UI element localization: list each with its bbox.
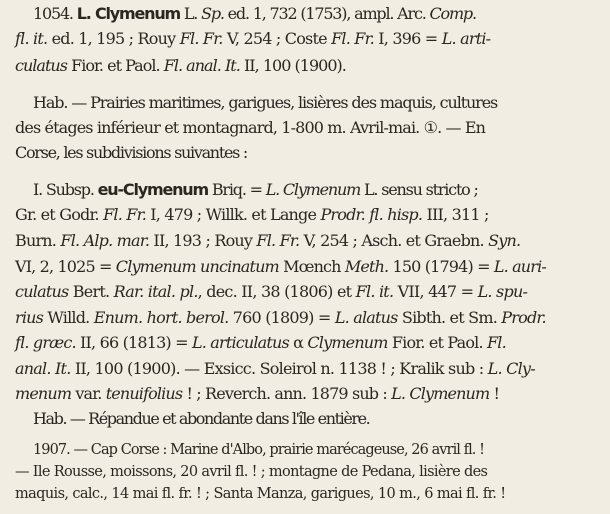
italic-run: Prodr. fl. hisp. xyxy=(320,205,423,224)
text-run: — Ile Rousse, moissons, 20 avril fl. ! ; montagne de Pedana, lisière des xyxy=(15,464,488,480)
text-run: Burn. xyxy=(15,231,61,250)
italic-run: L. arti- xyxy=(441,29,491,48)
text-run: Sibth. et Sm. xyxy=(397,308,502,327)
text-run: des étages inférieur et montagnard, 1-800 m. Avril-mai. ①. — En xyxy=(15,118,486,137)
italic-run: fl. græc. xyxy=(15,333,76,352)
text-run: maquis, calc., 14 mai fl. fr. ! ; Santa Manza, garigues, 10 m., 6 mai fl. fr. ! xyxy=(15,486,506,502)
text-run: ! ; Reverch. ann. 1879 sub : xyxy=(182,384,392,403)
italic-run: fl. it. xyxy=(15,29,48,48)
italic-run: Prodr. xyxy=(501,308,546,327)
text-run: Briq. = xyxy=(207,180,266,199)
text-run: 150 (1794) = xyxy=(388,257,494,276)
text-run: II, 66 (1813) = xyxy=(75,333,192,352)
italic-run: Meth. xyxy=(344,257,389,276)
italic-run: L. alatus xyxy=(334,308,398,327)
italic-run: Fl. Fr. xyxy=(103,205,146,224)
text-line xyxy=(33,178,610,202)
italic-run: Clymenum xyxy=(307,333,388,352)
text-run: VII, 447 = xyxy=(393,282,478,301)
text-run: III, 311 ; xyxy=(422,205,489,224)
text-line xyxy=(15,203,610,227)
text-line xyxy=(33,91,610,115)
text-run: 1907. — Cap Corse : Marine d'Albo, prairie marécageuse, 26 avril fl. ! xyxy=(33,442,485,458)
text-run: 1054. xyxy=(33,4,77,23)
italic-run: Fl. Fr. xyxy=(256,231,300,250)
text-run: var. xyxy=(71,384,106,403)
italic-run: L. articulatus xyxy=(191,333,289,352)
text-run: α xyxy=(288,333,308,352)
text-run: Fior. et Paol. xyxy=(66,56,164,75)
italic-run: Fl. Alp. mar. xyxy=(60,231,150,250)
text-line xyxy=(15,229,610,253)
text-run: Bert. xyxy=(68,282,114,301)
italic-run: menum xyxy=(15,384,72,403)
text-line xyxy=(15,331,610,355)
text-run: Willd. xyxy=(43,308,94,327)
text-run: 760 (1809) = xyxy=(228,308,335,327)
text-run: Fior. et Paol. xyxy=(387,333,487,352)
text-line xyxy=(15,27,610,51)
italic-run: L. Cly- xyxy=(487,359,535,378)
text-line xyxy=(15,306,610,330)
text-run: I. Subsp. xyxy=(33,180,98,199)
text-line xyxy=(15,484,610,505)
text-run: Hab. — Prairies maritimes, garigues, lisières des maquis, cultures xyxy=(33,93,498,112)
text-run: V, 254 ; Coste xyxy=(222,29,332,48)
italic-run: L. Clymenum xyxy=(391,384,490,403)
text-line xyxy=(33,407,610,431)
text-line xyxy=(15,280,610,304)
text-run: ed. 1, 195 ; Rouy xyxy=(47,29,180,48)
text-run: L. xyxy=(179,4,202,23)
italic-run: Fl. anal. It. xyxy=(163,56,240,75)
taxon-name: eu-Clymenum xyxy=(97,180,208,199)
text-run: V, 254 ; Asch. et Graebn. xyxy=(299,231,489,250)
italic-run: Fl. Fr. xyxy=(331,29,374,48)
italic-run: anal. It. xyxy=(15,359,71,378)
text-line xyxy=(33,440,610,461)
text-line xyxy=(15,141,610,165)
text-line xyxy=(15,462,610,483)
text-run: II, 100 (1900). — Exsicc. Soleirol n. 1138 ! ; Kralik sub : xyxy=(70,359,488,378)
text-line xyxy=(15,255,610,279)
italic-run: Enum. hort. berol. xyxy=(93,308,229,327)
italic-run: Fl. xyxy=(487,333,506,352)
text-line xyxy=(15,116,610,140)
taxon-name: L. Clymenum xyxy=(76,4,180,23)
text-run: I, 479 ; Willk. et Lange xyxy=(145,205,321,224)
text-line xyxy=(15,54,610,78)
text-run: Hab. — Répandue et abondante dans l'île entière. xyxy=(33,409,370,428)
text-run: Gr. et Godr. xyxy=(15,205,104,224)
text-run: II, 193 ; Rouy xyxy=(149,231,257,250)
text-run: II, 100 (1900). xyxy=(239,56,346,75)
italic-run: Syn. xyxy=(488,231,521,250)
italic-run: Fl. Fr. xyxy=(179,29,223,48)
text-line xyxy=(33,2,610,26)
text-run: ed. 1, 732 (1753), ampl. Arc. xyxy=(223,4,430,23)
text-run: I, 396 = xyxy=(373,29,442,48)
italic-run: Clymenum uncinatum xyxy=(115,257,279,276)
italic-run: L. Clymenum xyxy=(265,180,361,199)
italic-run: Rar. ital. pl. xyxy=(113,282,198,301)
text-line xyxy=(15,357,610,381)
italic-run: rius xyxy=(15,308,44,327)
italic-run: Comp. xyxy=(429,4,476,23)
italic-run: culatus xyxy=(15,282,69,301)
italic-run: L. spu- xyxy=(477,282,528,301)
text-run: L. sensu stricto ; xyxy=(360,180,478,199)
italic-run: L. auri- xyxy=(493,257,546,276)
text-run: VI, 2, 1025 = xyxy=(15,257,116,276)
italic-run: Fl. it. xyxy=(355,282,394,301)
text-line xyxy=(15,382,610,406)
text-run: ! xyxy=(489,384,500,403)
text-run: , dec. II, 38 (1806) et xyxy=(197,282,356,301)
italic-run: Sp. xyxy=(201,4,224,23)
text-run: Corse, les subdivisions suivantes : xyxy=(15,143,247,162)
italic-run: culatus xyxy=(15,56,67,75)
text-run: Mœnch xyxy=(278,257,345,276)
italic-run: tenuifolius xyxy=(105,384,183,403)
